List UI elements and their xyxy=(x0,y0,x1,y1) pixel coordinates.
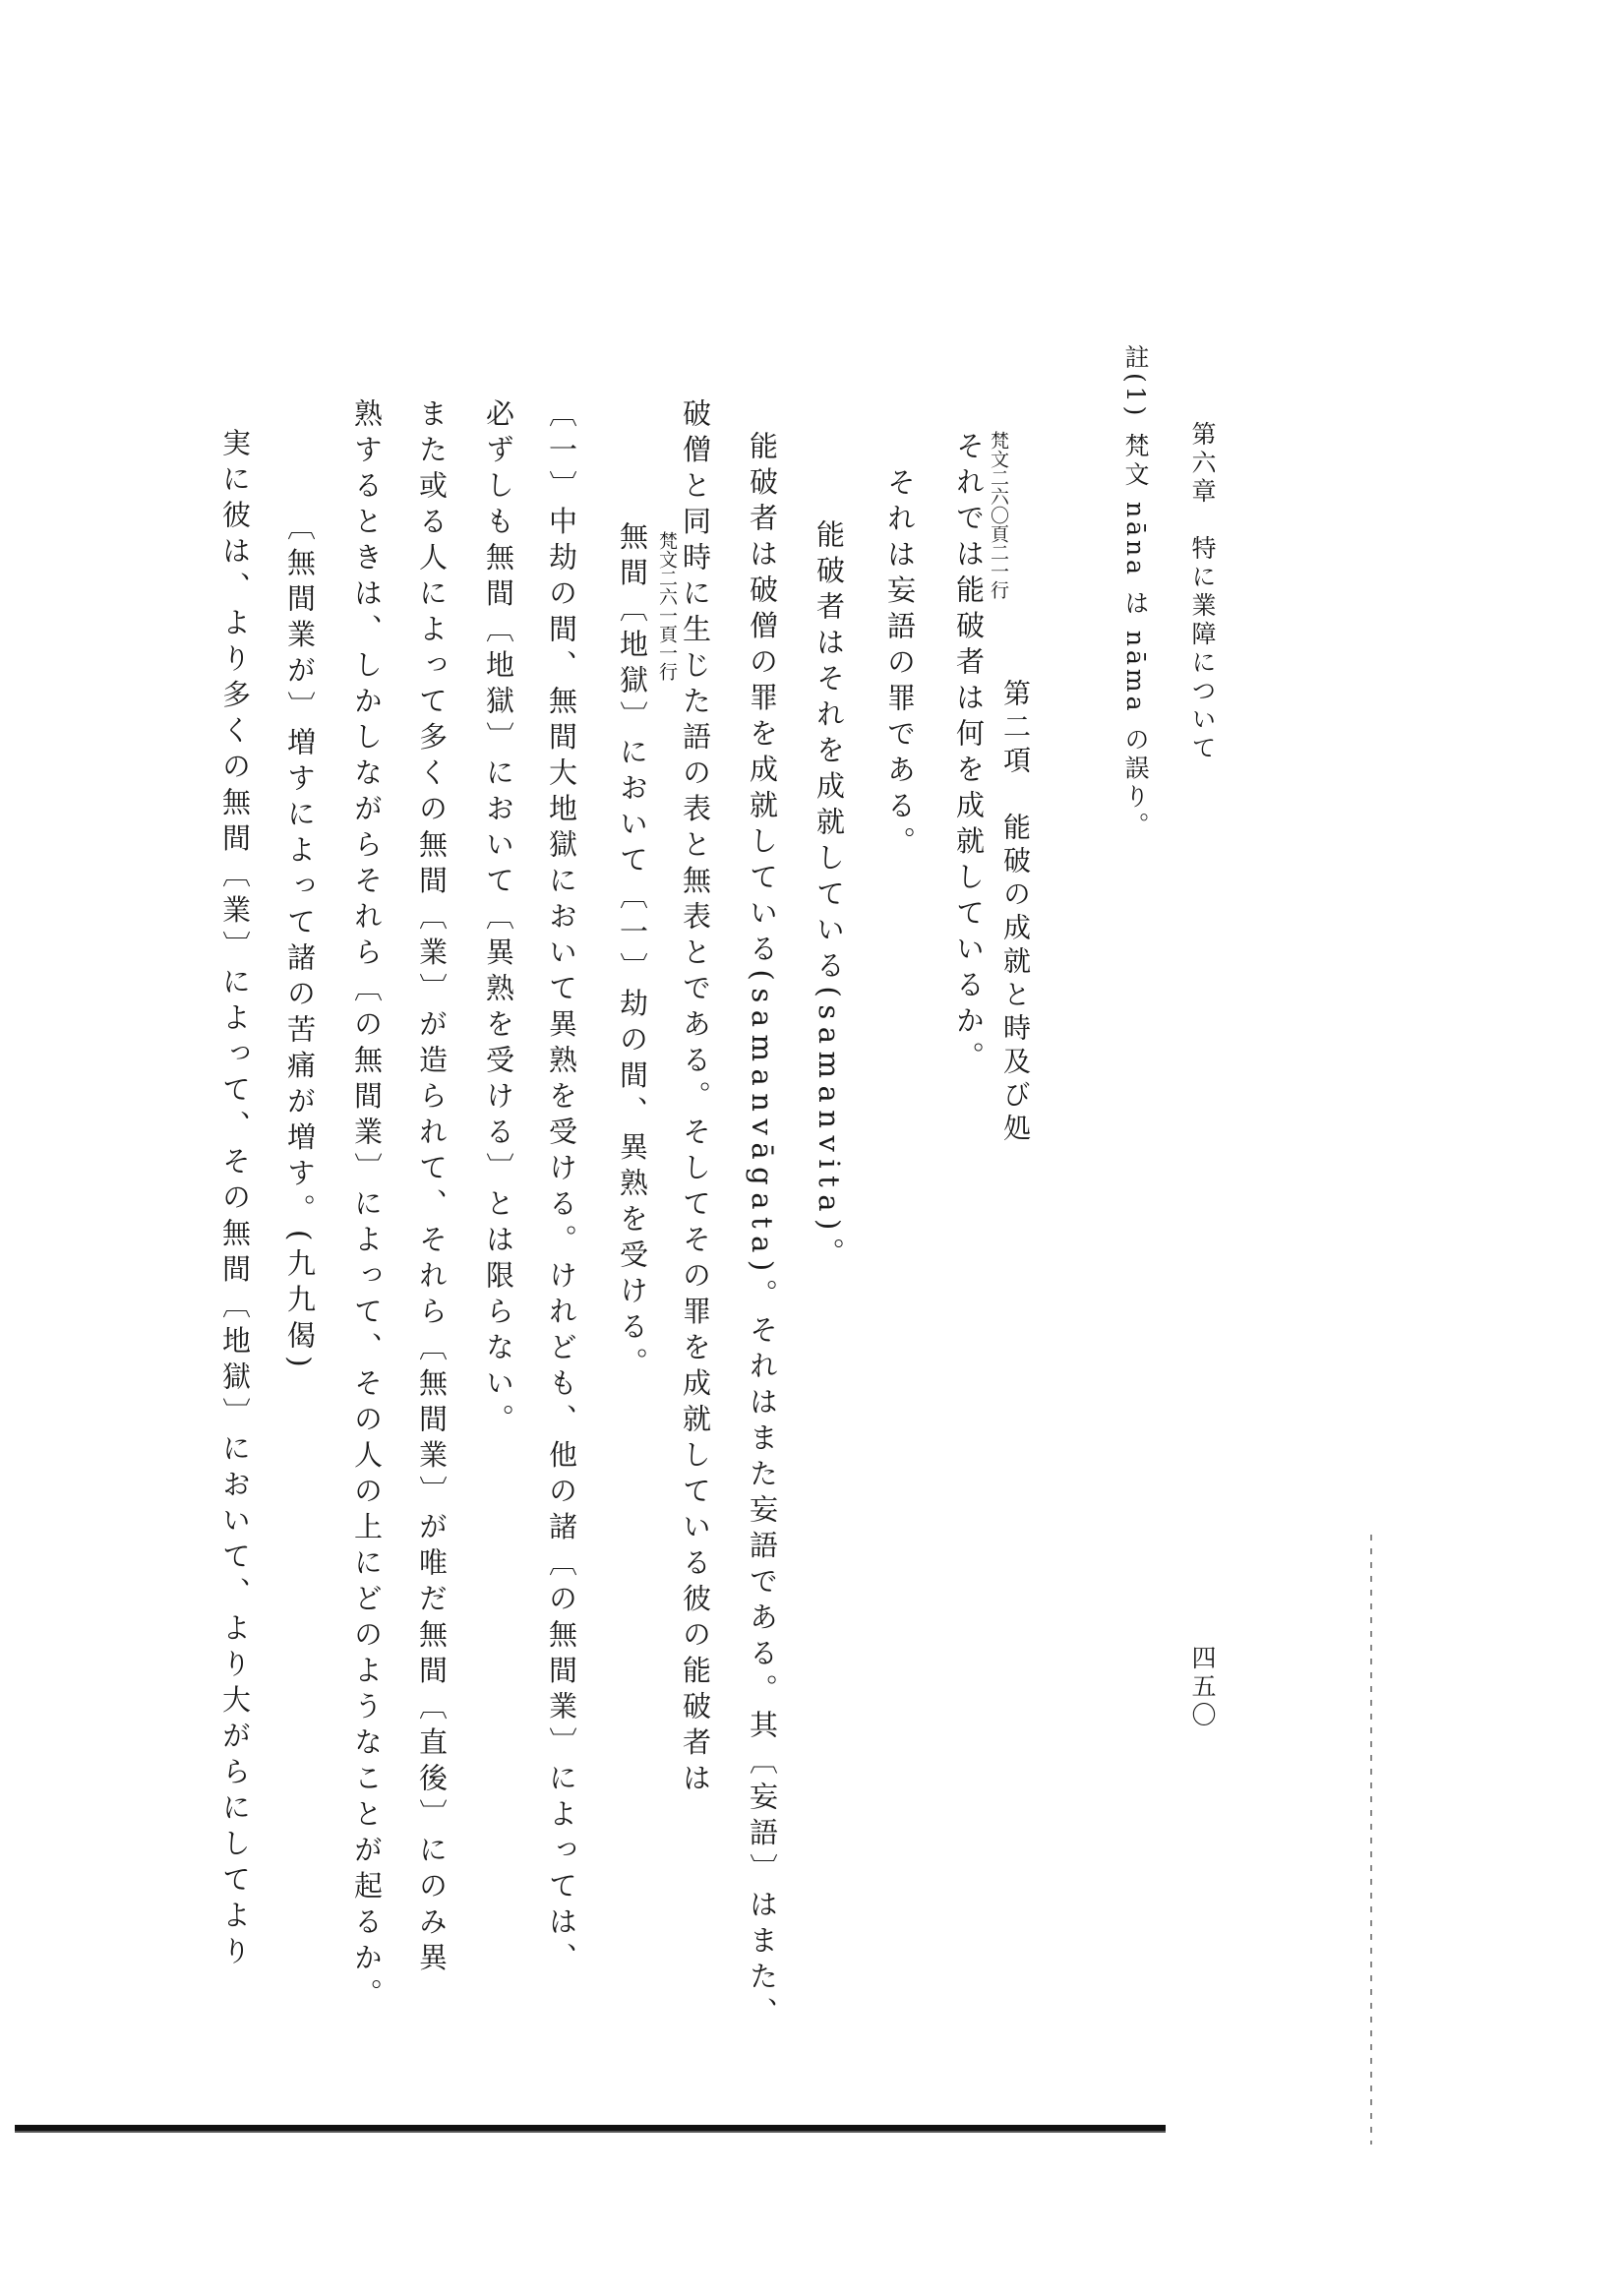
marginal-note-2: 梵文二六一頁一行 xyxy=(656,531,678,681)
text-line-5: 破僧と同時に生じた語の表と無表とである。そしてその罪を成就している彼の能破者は xyxy=(679,398,712,1799)
scan-bottom-rule-thin xyxy=(15,2131,1166,2133)
text-line-9: また或る人によって多くの無間〔業〕が造られて、それら〔無間業〕が唯だ無間〔直後〕にのみ異 xyxy=(415,398,449,1978)
marginal-note-1: 梵文二六〇頁二一行 xyxy=(988,431,1009,599)
text-line-8: 必ずしも無間〔地獄〕において〔異熟を受ける〕とは限らない。 xyxy=(482,398,515,1440)
text-line-4: 能破者は破僧の罪を成就している(samanvāgata)。それはまた妄語である。其〔妄語〕はまた、 xyxy=(746,431,779,2033)
text-line-2: それは妄語の罪である。 xyxy=(883,467,917,863)
text-line-6: 無間〔地獄〕において〔一〕劫の間、異熟を受ける。 xyxy=(616,521,649,1383)
scan-right-edge xyxy=(1370,1535,1372,2145)
footnote-label: 註(1) xyxy=(1121,344,1150,420)
text-line-7: 〔一〕中劫の間、無間大地獄において異熟を受ける。けれども、他の諸〔の無間業〕によっては、 xyxy=(545,398,578,1978)
text-line-1: それでは能破者は何を成就しているか。 xyxy=(952,431,986,1077)
text-line-10: 熟するときは、しかしながらそれら〔の無間業〕によって、その人の上にどのようなことが起るか。 xyxy=(350,398,384,2015)
chapter-title: 第六章 特に業障について xyxy=(1188,421,1217,763)
section-heading: 第二項 能破の成就と時及び処 xyxy=(999,679,1032,1147)
footnote-text: 梵文 nāna は nāma の誤り。 xyxy=(1121,433,1150,841)
text-line-12: 実に彼は、より多くの無間〔業〕によって、その無間〔地獄〕において、より大がらにしてより xyxy=(218,428,252,1972)
text-line-11: 〔無間業が〕増すによって諸の苦痛が増す。(九九偈) xyxy=(283,512,317,1375)
page-number: 四五〇 xyxy=(1188,1645,1217,1730)
text-line-3: 能破者はそれを成就している(samanvita)。 xyxy=(812,519,846,1274)
